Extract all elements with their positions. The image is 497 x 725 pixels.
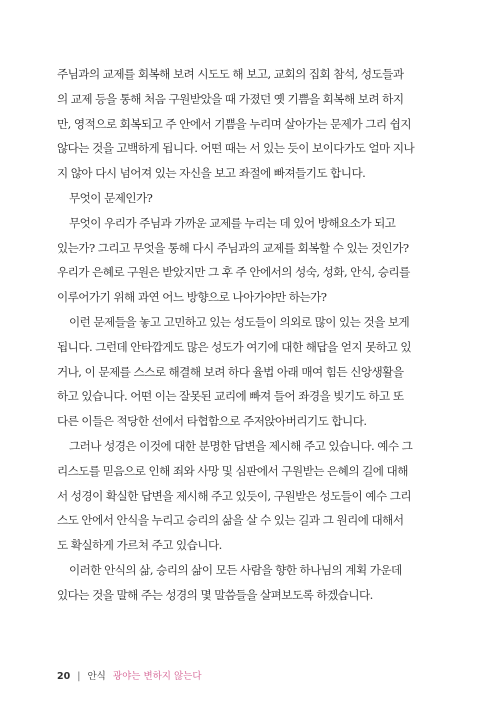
paragraph-1 (57, 62, 440, 186)
book-title: 안식 (87, 671, 106, 682)
text-line: 의 교제 등을 통해 처음 구원받았을 때 가졌던 옛 기쁨을 회복해 보려 하지 (57, 91, 404, 106)
text-line: 리스도를 믿음으로 인해 죄와 사망 및 심판에서 구원받는 은혜의 길에 대해 (57, 463, 408, 478)
text-line: 무엇이 우리가 주님과 가까운 교제를 누리는 데 있어 방해요소가 되고 (69, 215, 396, 230)
text-line: 이루어가기 위해 과연 어느 방향으로 나아가야만 하는가? (57, 290, 327, 305)
footer-separator: | (77, 671, 81, 682)
text-line: 다른 이들은 적당한 선에서 타협함으로 주저앉아버리기도 합니다. (57, 414, 367, 429)
paragraph-3 (57, 211, 440, 310)
text-line: 만, 영적으로 회복되고 주 안에서 기쁨을 누리며 살아가는 문제가 그리 쉽지 (57, 116, 411, 131)
text-line: 있다는 것을 말해 주는 성경의 몇 말씀들을 살펴보도록 하겠습니다. (57, 587, 373, 602)
text-line: 됩니다. 그런데 안타깝게도 많은 성도가 여기에 대한 해답을 얻지 못하고 있 (57, 339, 411, 354)
text-line: 않다는 것을 고백하게 됩니다. 어떤 때는 서 있는 듯이 보이다가도 얼마 지나 (57, 141, 415, 156)
paragraph-4 (57, 310, 440, 434)
text-line: 지 않아 다시 넘어져 있는 자신을 보고 좌절에 빠져들기도 합니다. (57, 166, 366, 181)
page-number: 20 (57, 671, 71, 682)
page-footer (57, 668, 202, 682)
text-line: 서 성경이 확실한 답변을 제시해 주고 있듯이, 구원받은 성도들이 예수 그리 (57, 488, 411, 503)
book-subtitle: 광야는 변하지 않는다 (112, 671, 202, 682)
body-text (57, 62, 440, 608)
paragraph-2 (57, 186, 440, 211)
text-line: 이런 문제들을 놓고 고민하고 있는 성도들이 의외로 많이 있는 것을 보게 (69, 314, 410, 329)
paragraph-6 (57, 558, 440, 608)
text-line: 주님과의 교제를 회복해 보려 시도도 해 보고, 교회의 집회 참석, 성도들과 (57, 67, 404, 81)
text-line: 있는가? 그리고 무엇을 통해 다시 주님과의 교제를 회복할 수 있는 것인가? (57, 240, 409, 255)
text-line: 무엇이 문제인가? (69, 190, 153, 205)
text-line: 그러나 성경은 이것에 대한 분명한 답변을 제시해 주고 있습니다. 예수 그 (69, 438, 413, 453)
text-line: 스도 안에서 안식을 누리고 승리의 삶을 살 수 있는 길과 그 원리에 대해서 (57, 513, 404, 528)
text-line: 하고 있습니다. 어떤 이는 잘못된 교리에 빠져 들어 좌경을 빚기도 하고 또 (57, 389, 404, 404)
text-line: 이러한 안식의 삶, 승리의 삶이 모든 사람을 향한 하나님의 계획 가운데 (69, 562, 402, 577)
text-line: 우리가 은혜로 구원은 받았지만 그 후 주 안에서의 성숙, 성화, 안식, 승리를 (57, 265, 410, 280)
text-line: 도 확실하게 가르쳐 주고 있습니다. (57, 538, 222, 553)
text-line: 거나, 이 문제를 스스로 해결해 보려 하다 율법 아래 매여 힘든 신앙생활을 (57, 364, 404, 379)
paragraph-5 (57, 434, 440, 558)
